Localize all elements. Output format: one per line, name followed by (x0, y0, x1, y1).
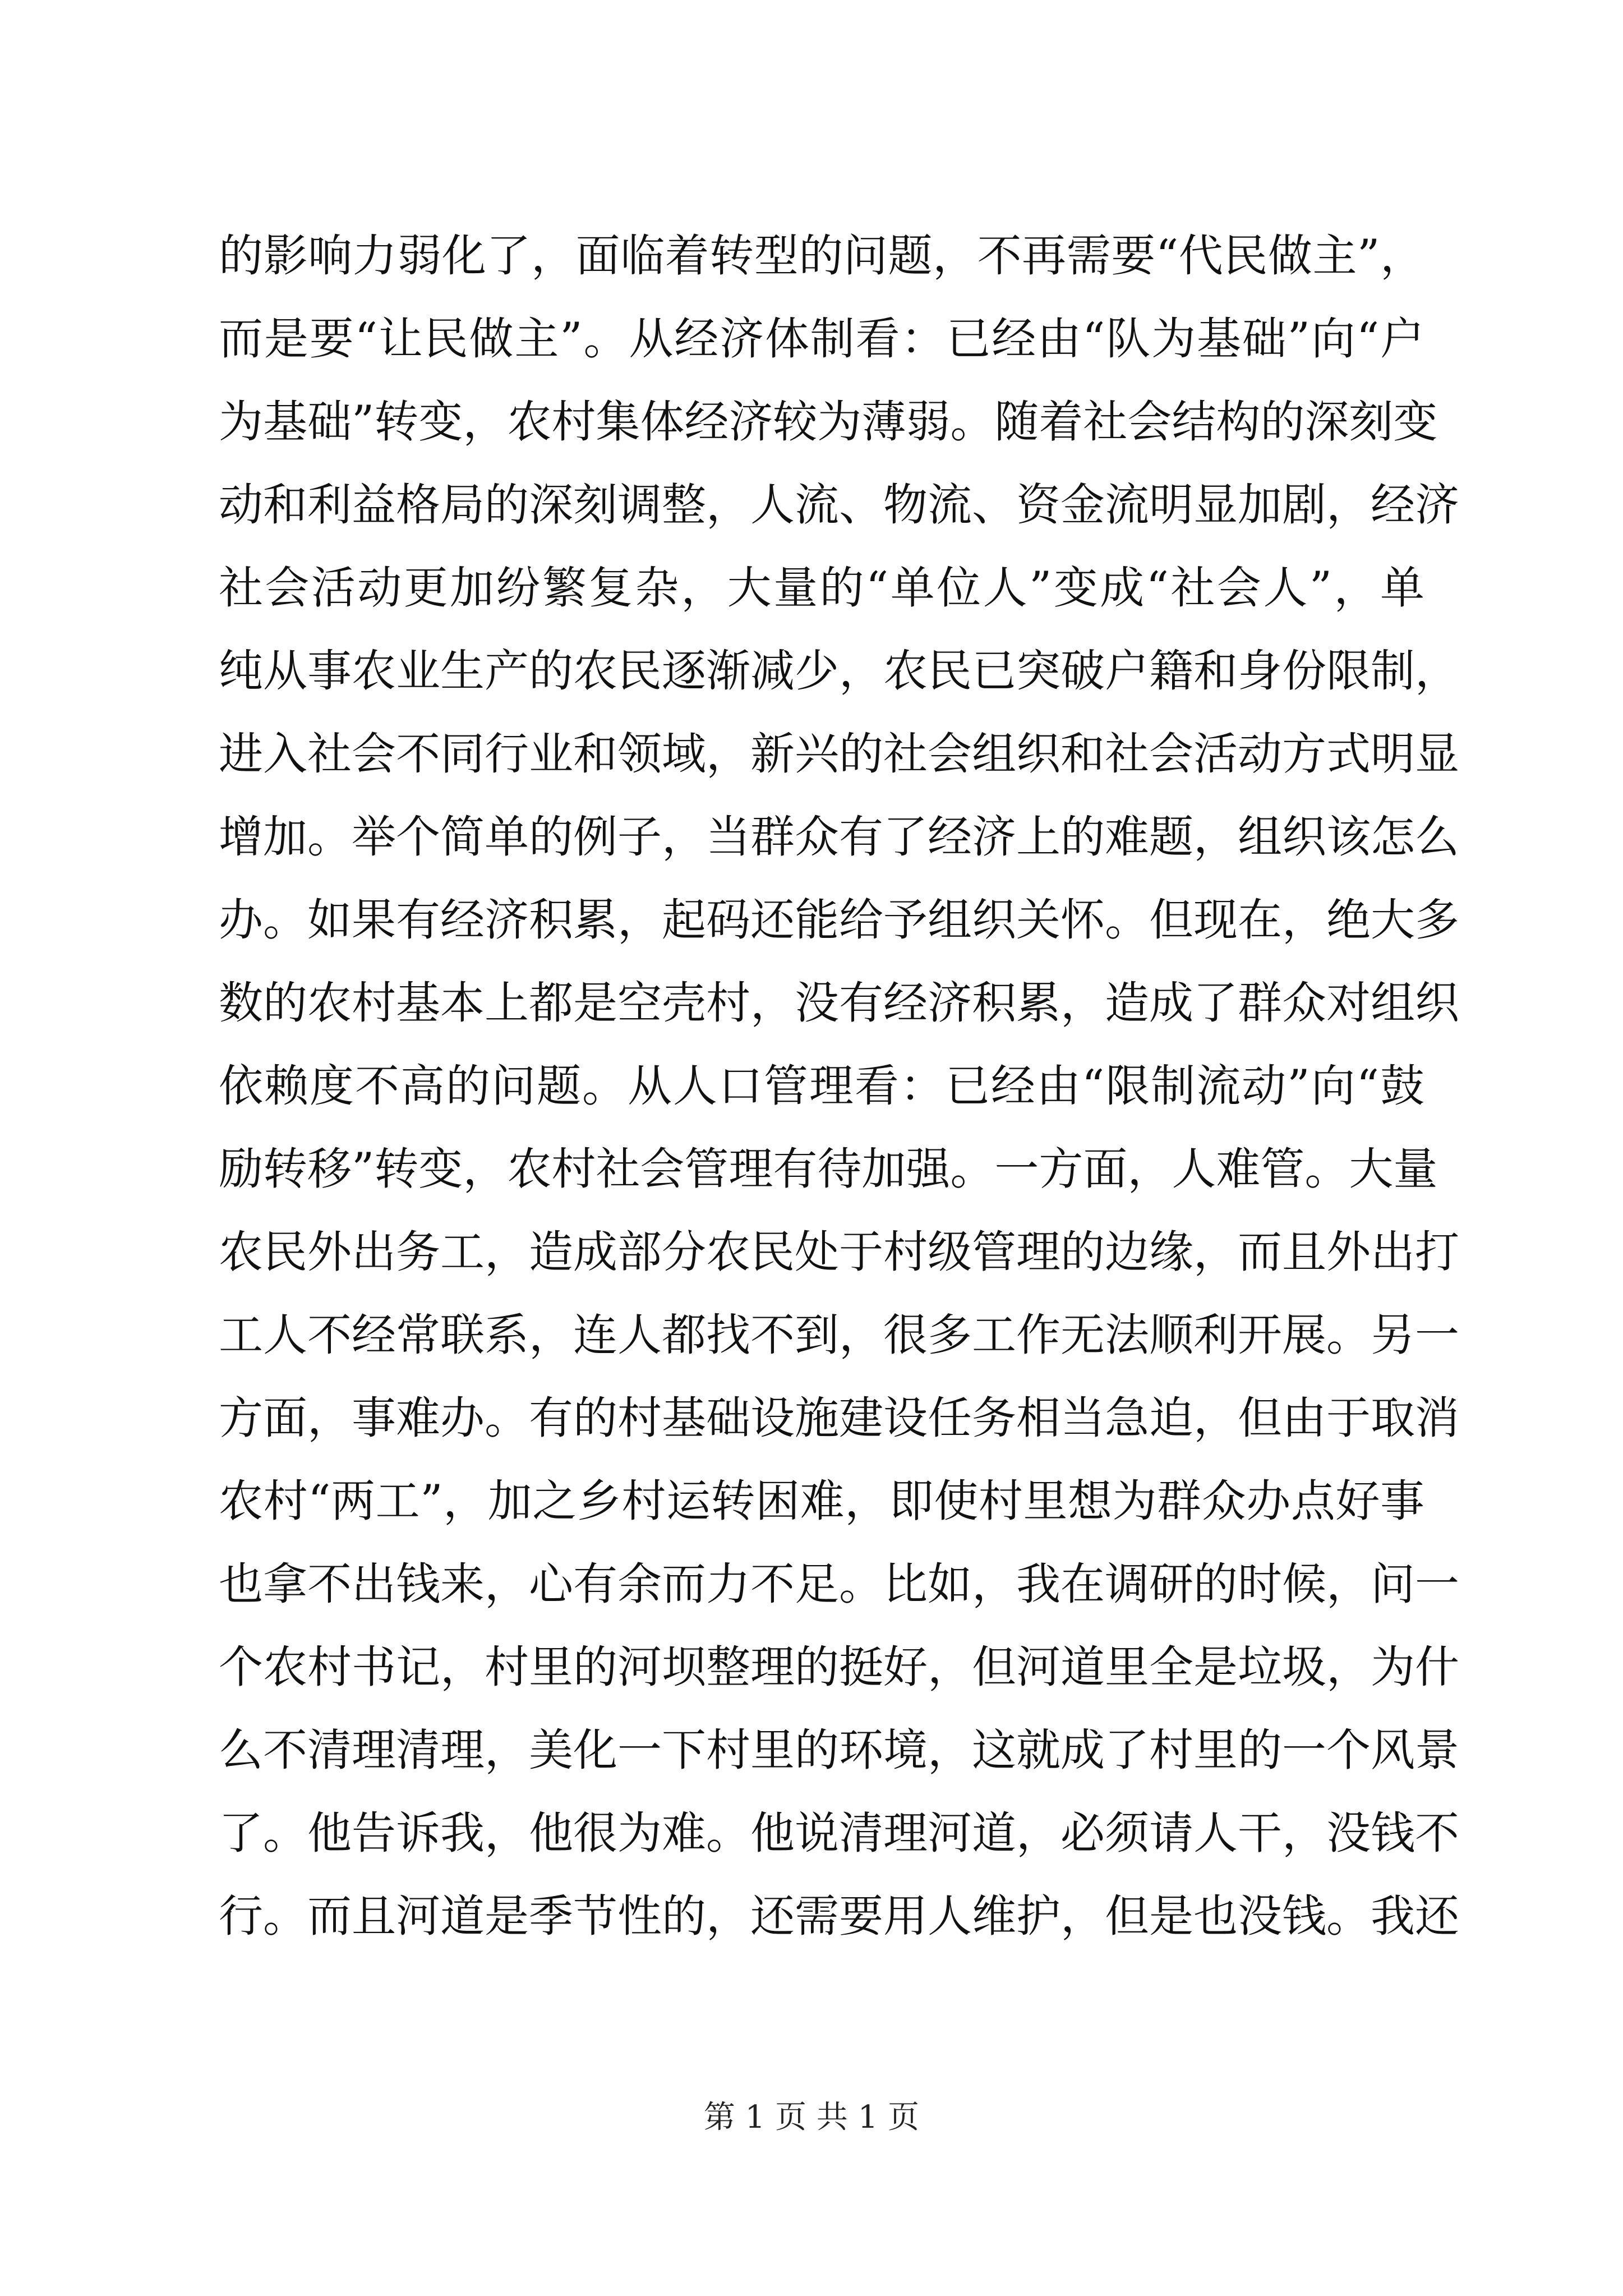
text-line: 进入社会不同行业和领域，新兴的社会组织和社会活动方式明显 (219, 728, 1459, 780)
body-text (219, 214, 1459, 1958)
text-line: 么不清理清理，美化一下村里的环境，这就成了村里的一个风景 (219, 1724, 1459, 1776)
text-line: 社会活动更加纷繁复杂，大量的“单位人”变成“社会人”，单 (219, 562, 1424, 614)
page-footer (0, 2095, 1623, 2140)
text-line: 而是要“让民做主”。从经济体制看：已经由“队为基础”向“户 (219, 313, 1424, 365)
text-line: 依赖度不高的问题。从人口管理看：已经由“限制流动”向“鼓 (219, 1060, 1424, 1112)
text-line: 了。他告诉我，他很为难。他说清理河道，必须请人干，没钱不 (219, 1807, 1459, 1859)
text-line: 动和利益格局的深刻调整，人流、物流、资金流明显加剧，经济 (219, 479, 1459, 531)
text-line: 也拿不出钱来，心有余而力不足。比如，我在调研的时候，问一 (219, 1558, 1459, 1610)
text-line: 办。如果有经济积累，起码还能给予组织关怀。但现在，绝大多 (219, 894, 1459, 946)
text-line: 增加。举个简单的例子，当群众有了经济上的难题，组织该怎么 (219, 811, 1459, 863)
text-line: 农村“两工”，加之乡村运转困难，即使村里想为群众办点好事 (219, 1475, 1424, 1527)
text-line: 农民外出务工，造成部分农民处于村级管理的边缘，而且外出打 (219, 1226, 1459, 1278)
page-number-label: 第 1 页 共 1 页 (703, 2099, 920, 2136)
text-line: 工人不经常联系，连人都找不到，很多工作无法顺利开展。另一 (219, 1309, 1459, 1361)
text-line: 个农村书记，村里的河坝整理的挺好，但河道里全是垃圾，为什 (219, 1641, 1459, 1693)
text-line: 为基础”转变，农村集体经济较为薄弱。随着社会结构的深刻变 (219, 396, 1438, 448)
text-line: 励转移”转变，农村社会管理有待加强。一方面，人难管。大量 (219, 1143, 1438, 1195)
text-line: 的影响力弱化了，面临着转型的问题，不再需要“代民做主”， (219, 230, 1424, 282)
text-line: 方面，事难办。有的村基础设施建设任务相当急迫，但由于取消 (219, 1392, 1459, 1444)
text-line: 行。而且河道是季节性的，还需要用人维护，但是也没钱。我还 (219, 1890, 1459, 1942)
text-line: 纯从事农业生产的农民逐渐减少，农民已突破户籍和身份限制， (219, 645, 1459, 697)
text-line: 数的农村基本上都是空壳村，没有经济积累，造成了群众对组织 (219, 977, 1459, 1029)
